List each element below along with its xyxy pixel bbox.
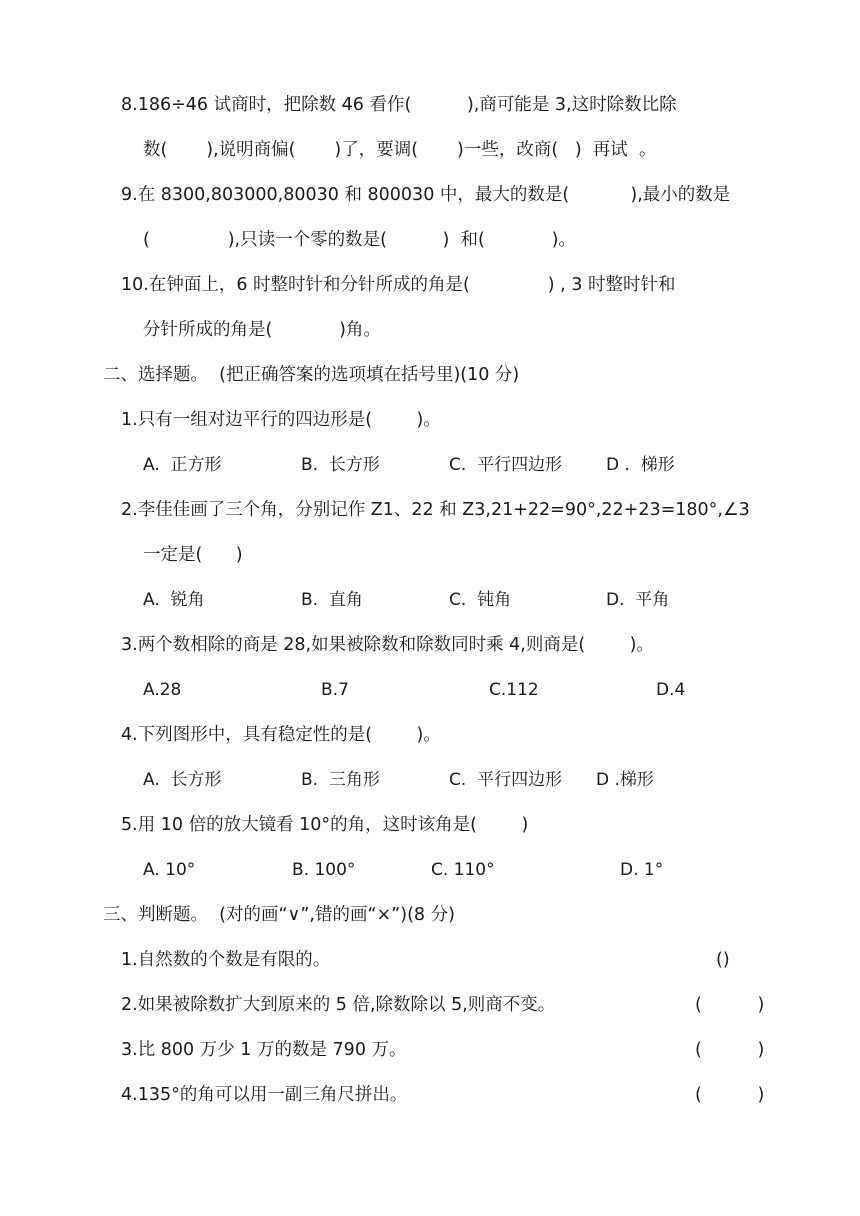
judge-item-4-paren: ( ) bbox=[695, 1085, 765, 1105]
q8-line2: 数( ),说明商偏( )了，要调( )一些，改商( ) 再试 。 bbox=[143, 140, 657, 160]
judge-item-3-paren: ( ) bbox=[695, 1040, 765, 1060]
choice-q5-option-b: B. 100° bbox=[292, 860, 356, 880]
judge-item-2-paren: ( ) bbox=[695, 995, 765, 1015]
q8-line1: 8.186÷46 试商时，把除数 46 看作( ),商可能是 3,这时除数比除 bbox=[121, 95, 677, 115]
q9-line1: 9.在 8300,803000,80030 和 800030 中，最大的数是( ),最小的数是 bbox=[121, 185, 731, 205]
q10-line2: 分针所成的角是( )角。 bbox=[143, 320, 381, 340]
judge-item-3-text: 3.比 800 万少 1 万的数是 790 万。 bbox=[121, 1040, 407, 1060]
choice-q1-option-b: B. 长方形 bbox=[301, 455, 380, 475]
choice-q4-text: 4.下列图形中，具有稳定性的是( )。 bbox=[121, 725, 441, 745]
choice-q2-option-c: C. 钝角 bbox=[449, 590, 512, 610]
choice-q1-option-c: C. 平行四边形 bbox=[449, 455, 563, 475]
choice-q3-text: 3.两个数相除的商是 28,如果被除数和除数同时乘 4,则商是( )。 bbox=[121, 635, 655, 655]
q10-line1: 10.在钟面上，6 时整时针和分针所成的角是( ) , 3 时整时针和 bbox=[121, 275, 676, 295]
choice-q4-option-b: B. 三角形 bbox=[301, 770, 380, 790]
choice-q2-option-d: D. 平角 bbox=[606, 590, 670, 610]
q9-line2: ( ),只读一个零的数是( ) 和( )。 bbox=[143, 230, 576, 250]
choice-q2-text-line2: 一定是( ) bbox=[143, 545, 243, 565]
choice-q5-text: 5.用 10 倍的放大镜看 10°的角，这时该角是( ) bbox=[121, 815, 529, 835]
choice-q1-option-a: A. 正方形 bbox=[143, 455, 222, 475]
choice-q5-option-a: A. 10° bbox=[143, 860, 196, 880]
choice-q3-option-b: B.7 bbox=[321, 680, 349, 700]
choice-q5-option-d: D. 1° bbox=[620, 860, 664, 880]
choice-q3-option-d: D.4 bbox=[656, 680, 686, 700]
judge-item-1-text: 1.自然数的个数是有限的。 bbox=[121, 950, 331, 970]
choice-q4-option-c: C. 平行四边形 bbox=[449, 770, 563, 790]
choice-q1-text: 1.只有一组对边平行的四边形是( )。 bbox=[121, 410, 441, 430]
choice-q3-option-c: C.112 bbox=[489, 680, 539, 700]
choice-q2-option-a: A. 锐角 bbox=[143, 590, 205, 610]
judge-section-heading: 三、判断题。 (对的画“∨”,错的画“×”)(8 分) bbox=[103, 905, 455, 925]
judge-item-2-text: 2.如果被除数扩大到原来的 5 倍,除数除以 5,则商不变。 bbox=[121, 995, 556, 1015]
choice-q3-option-a: A.28 bbox=[143, 680, 182, 700]
choice-q5-option-c: C. 110° bbox=[431, 860, 495, 880]
choice-q4-option-d: D .梯形 bbox=[596, 770, 654, 790]
choice-q2-text-line1: 2.李佳佳画了三个角，分别记作 Z1、22 和 Z3,21+22=90°,22+23=180°,∠3 bbox=[121, 500, 750, 520]
choice-q4-option-a: A. 长方形 bbox=[143, 770, 222, 790]
choice-section-heading: 二、选择题。 (把正确答案的选项填在括号里)(10 分) bbox=[103, 365, 520, 385]
judge-item-1-paren: () bbox=[716, 950, 730, 970]
judge-item-4-text: 4.135°的角可以用一副三角尺拼出。 bbox=[121, 1085, 408, 1105]
choice-q2-option-b: B. 直角 bbox=[301, 590, 363, 610]
choice-q1-option-d: D . 梯形 bbox=[606, 455, 675, 475]
